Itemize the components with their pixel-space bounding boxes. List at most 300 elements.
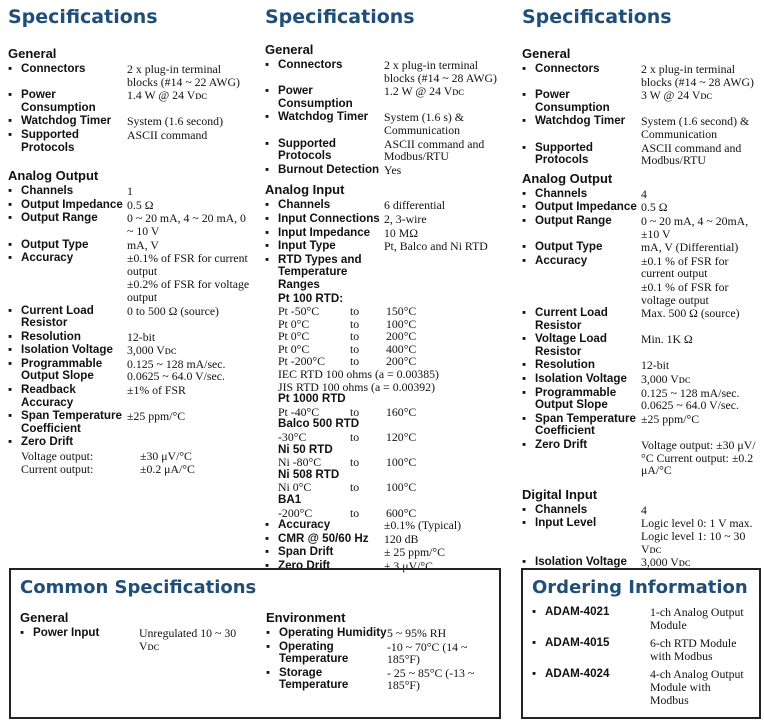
spec-label: Supported Protocols (278, 136, 336, 163)
bullet: ▪ (8, 304, 13, 317)
bullet: ▪ (522, 517, 527, 530)
spec-row-span-temperature-coefficient (522, 413, 762, 438)
spec-value: 5 ~ 95% RH (387, 626, 447, 640)
spec-value: System (1.6 second) (127, 114, 223, 129)
spec-label: Output Type (21, 237, 89, 251)
analog-output-heading: Analog Output (8, 168, 99, 184)
spec-value: ±25 ppm/°C (641, 411, 700, 426)
spec-value: - 25 ~ 85°C (-13 ~ 185°F) (387, 665, 475, 693)
spec-row-current-load-resistor (8, 305, 250, 330)
rtd-range-from: Pt -200°C (278, 354, 325, 369)
bullet: ▪ (8, 115, 13, 128)
spec-label: Output Impedance (535, 200, 637, 214)
spec-row-resolution (522, 359, 762, 372)
spec-label: Programmable Output Slope (21, 356, 103, 383)
rtd-range-from: Pt 0°C (278, 329, 310, 344)
spec-value: 0.125 ~ 128 mA/sec. 0.0625 ~ 64.0 V/sec. (641, 385, 740, 413)
bullet: ▪ (8, 357, 13, 370)
bullet: ▪ (20, 627, 25, 639)
spec-value: 12-bit (641, 358, 670, 373)
spec-label: Supported Protocols (21, 127, 79, 154)
spec-value: ±0.1 % of FSR for voltage output (641, 279, 729, 307)
spec-row-zero-drift (522, 439, 762, 477)
spec-label: Channels (535, 186, 588, 200)
rtd-type-heading: Ni 50 RTD (278, 442, 333, 456)
spec-value: ASCII command and Modbus/RTU (641, 140, 742, 168)
common-general (20, 610, 250, 653)
spec-label: Span Temperature Coefficient (535, 411, 636, 438)
bullet: ▪ (265, 163, 270, 176)
bullet: ▪ (8, 212, 13, 225)
rtd-range-until: 120°C (386, 430, 417, 445)
bullet: ▪ (522, 201, 527, 214)
spec-value: System (1.6 second) & Communication (641, 114, 750, 141)
spec-row-resolution (8, 331, 250, 344)
spec-label: Channels (535, 502, 588, 516)
spec-row-isolation-voltage (522, 556, 762, 569)
bullet: ▪ (8, 384, 13, 397)
spec-value: 4-ch Analog Output Module with Modbus (650, 667, 744, 707)
spec-row-output-impedance (8, 199, 250, 212)
ordering-information-title: Ordering Information (532, 577, 748, 598)
common-specifications-box (9, 568, 501, 719)
spec-row-span-drift (265, 546, 510, 559)
rtd-range-row (265, 330, 510, 343)
bullet: ▪ (8, 198, 13, 211)
bullet: ▪ (8, 63, 13, 75)
spec-label: Channels (278, 198, 331, 212)
bullet: ▪ (8, 330, 13, 343)
bullet: ▪ (522, 89, 527, 102)
spec-label: Output Range (21, 211, 98, 225)
spec-label: Connectors (535, 62, 600, 75)
spec-label: ADAM-4021 (545, 605, 610, 618)
environment-heading: Environment (266, 610, 346, 625)
column-title: Specifications (8, 6, 158, 28)
bullet: ▪ (522, 386, 527, 399)
rtd-range-to: to (350, 430, 360, 445)
spec-value: 0.5 Ω (641, 200, 668, 215)
spec-value: ±0.2% of FSR for voltage output (127, 277, 250, 304)
rtd-range-from: Pt -40°C (278, 404, 320, 419)
spec-label: Connectors (278, 58, 343, 71)
spec-value: 0 to 500 Ω (source) (127, 303, 219, 318)
spec-label: Isolation Voltage (21, 343, 113, 357)
bullet: ▪ (265, 111, 270, 124)
spec-row-supported-protocols (8, 129, 250, 154)
spec-row-zero-drift (8, 436, 250, 449)
spec-row-continued (522, 281, 762, 306)
spec-value: mA, V (Differential) (641, 240, 739, 255)
spec-label: Current Load Resistor (21, 303, 94, 330)
bullet: ▪ (266, 627, 271, 639)
spec-row-supported-protocols (522, 142, 762, 167)
bullet: ▪ (265, 226, 270, 239)
bullet: ▪ (8, 252, 13, 265)
rtd-standard-note: IEC RTD 100 ohms (a = 0.00385) (278, 367, 439, 382)
bullet: ▪ (265, 137, 270, 150)
spec-value: 3,000 Vᴅᴄ (641, 372, 691, 387)
spec-row-input-type (265, 240, 510, 253)
bullet: ▪ (265, 532, 270, 545)
rtd-range-until: 200°C (386, 354, 417, 369)
rtd-range-to: to (350, 480, 360, 495)
spec-row-power-consumption (8, 89, 250, 114)
spec-label (535, 281, 641, 306)
spec-value: 1.2 W @ 24 Vᴅᴄ (384, 84, 465, 99)
bullet: ▪ (522, 115, 527, 128)
spec-value: 2 x plug-in terminal blocks (#14 ~ 28 AWG) (384, 58, 497, 85)
spec-value (384, 254, 510, 292)
spec-row-operating-humidity (266, 627, 496, 640)
rtd-range-to: to (350, 455, 360, 470)
spec-row-adam-4024 (532, 668, 752, 706)
zero-drift-label: Current output: (21, 461, 94, 476)
spec-value: 3,000 Vᴅᴄ (641, 555, 691, 570)
bullet (522, 281, 535, 306)
spec-row-burnout-detection (265, 164, 510, 177)
spec-label: Power Consumption (278, 84, 353, 110)
bullet: ▪ (8, 410, 13, 423)
spec-row-channels (8, 185, 250, 198)
rtd-range-from: Ni -80°C (278, 455, 322, 470)
general-heading: General (20, 610, 69, 625)
bullet: ▪ (522, 439, 527, 452)
spec-row-accuracy (265, 519, 510, 532)
rtd-range-to: to (350, 329, 360, 344)
bullet: ▪ (8, 128, 13, 141)
spec-value: 0 ~ 20 mA, 4 ~ 20mA, ±10 V (641, 213, 749, 241)
analog-output-heading: Analog Output (522, 170, 613, 186)
spec-row-adam-4015 (532, 637, 752, 662)
bullet: ▪ (522, 214, 527, 227)
bullet: ▪ (265, 240, 270, 253)
spec-label: Span Temperature Coefficient (21, 409, 122, 435)
rtd-range-until: 100°C (386, 316, 417, 331)
spec-value: Voltage output: ±30 μV/°C Current output: ±0.2 μA/°C (641, 438, 756, 478)
bullet: ▪ (522, 141, 527, 154)
spec-label: Resolution (21, 329, 81, 343)
spec-row-power-input (20, 627, 250, 652)
spec-row-accuracy (8, 252, 250, 277)
column-title: Specifications (265, 6, 415, 28)
spec-label: Operating Temperature (279, 639, 349, 666)
general-heading: General (522, 46, 571, 61)
rtd-range-from: Ni 0°C (278, 480, 312, 495)
rtd-standard-note: JIS RTD 100 ohms (a = 0.00392) (278, 379, 436, 394)
bullet: ▪ (265, 559, 270, 572)
spec-value: ± 25 ppm/°C (384, 545, 446, 560)
zero-drift-value: ±0.2 μA/°C (140, 461, 195, 476)
spec-label: Zero Drift (535, 438, 588, 452)
spec-label: Channels (21, 184, 74, 198)
rtd-type-heading: BA1 (278, 493, 302, 506)
spec-row-rtd-types-and-temperature-ranges (265, 254, 510, 292)
spec-value: 2 x plug-in terminal blocks (#14 ~ 22 AWG) (127, 62, 240, 89)
spec-label (21, 278, 127, 303)
spec-row-output-type (8, 239, 250, 252)
bullet: ▪ (266, 640, 271, 653)
spec-value: 4 (641, 502, 647, 517)
bullet: ▪ (8, 185, 13, 198)
spec-label: ADAM-4015 (545, 636, 610, 650)
spec-row-continued (8, 278, 250, 303)
rtd-range-until: 160°C (386, 404, 417, 419)
spec-row-storage-temperature (266, 667, 496, 692)
spec-value: ASCII command (127, 127, 208, 142)
rtd-range-until: 150°C (386, 304, 417, 319)
spec-label: Isolation Voltage (535, 555, 627, 569)
rtd-range-to: to (350, 354, 360, 369)
spec-row-connectors (265, 59, 510, 84)
column-title: Specifications (522, 6, 672, 28)
rtd-type-heading: Pt 1000 RTD (278, 392, 346, 406)
bullet: ▪ (265, 85, 270, 98)
spec-value: 10 MΩ (384, 225, 419, 240)
bullet: ▪ (522, 187, 527, 200)
spec-value: 120 dB (384, 531, 419, 546)
spec-value: 0 ~ 20 mA, 4 ~ 20 mA, 0 ~ 10 V (127, 211, 246, 238)
spec-row-output-impedance (522, 201, 762, 214)
spec-row-connectors (522, 63, 762, 88)
spec-label: Power Consumption (21, 88, 96, 114)
spec-label: Connectors (21, 62, 86, 75)
spec-row-channels (522, 504, 762, 517)
spec-value: 2 x plug-in terminal blocks (#14 ~ 28 AWG) (641, 62, 754, 89)
spec-row-channels (522, 188, 762, 201)
spec-label: Watchdog Timer (278, 110, 369, 124)
bullet: ▪ (522, 307, 527, 320)
spec-label: Current Load Resistor (535, 306, 608, 332)
bullet: ▪ (522, 503, 527, 516)
spec-column-4021 (8, 6, 250, 475)
rtd-range-from: -30°C (278, 430, 307, 445)
spec-label: Isolation Voltage (535, 372, 627, 386)
bullet: ▪ (265, 199, 270, 212)
spec-value: 1-ch Analog Output Module (650, 605, 744, 632)
rtd-range-to: to (350, 341, 360, 356)
bullet: ▪ (522, 556, 527, 569)
spec-row-watchdog-timer (265, 111, 510, 136)
bullet: ▪ (266, 666, 271, 679)
common-specifications-title: Common Specifications (20, 577, 257, 598)
spec-label: Watchdog Timer (21, 114, 112, 128)
rtd-range-to: to (350, 505, 360, 520)
spec-label: Input Connections (278, 211, 380, 225)
spec-label: RTD Types and Temperature Ranges (278, 252, 362, 291)
bullet: ▪ (8, 89, 13, 102)
spec-value: 6 differential (384, 198, 446, 213)
spec-value: 1 (127, 184, 133, 199)
spec-label: Span Drift (278, 545, 334, 559)
spec-label: Readback Accuracy (21, 383, 76, 409)
spec-label: Output Range (535, 213, 612, 227)
spec-row-channels (265, 199, 510, 212)
spec-label: Power Consumption (535, 88, 610, 114)
spec-value: ±25 ppm/°C (127, 409, 186, 424)
zero-drift-label: Voltage output: (21, 449, 94, 464)
spec-value: System (1.6 s) & Communication (384, 110, 464, 137)
spec-row-operating-temperature (266, 641, 496, 666)
spec-label: Output Type (535, 240, 603, 254)
spec-row-voltage-load-resistor (522, 333, 762, 358)
spec-row-supported-protocols (265, 138, 510, 163)
spec-label: CMR @ 50/60 Hz (278, 531, 369, 545)
spec-label: Output Impedance (21, 197, 123, 211)
spec-value: ±0.1% (Typical) (384, 518, 462, 533)
spec-value: 2, 3-wire (384, 211, 427, 226)
spec-value: Max. 500 Ω (source) (641, 306, 740, 321)
bullet: ▪ (265, 59, 270, 71)
bullet: ▪ (522, 254, 527, 267)
spec-label: Resolution (535, 358, 595, 372)
rtd-range-until: 100°C (386, 480, 417, 495)
spec-value: Logic level 0: 1 V max. Logic level 1: 10 ~ 30 Vᴅᴄ (641, 516, 753, 556)
zero-drift-value: ±30 μV/°C (140, 449, 192, 464)
spec-row-connectors (8, 63, 250, 88)
rtd-type-heading: Pt 100 RTD: (278, 291, 344, 305)
spec-label: Watchdog Timer (535, 114, 626, 128)
spec-row-watchdog-timer (522, 115, 762, 140)
bullet: ▪ (265, 212, 270, 225)
spec-row-isolation-voltage (522, 373, 762, 386)
bullet: ▪ (522, 373, 527, 386)
spec-row-programmable-output-slope (8, 358, 250, 383)
zero-drift-row (8, 463, 250, 476)
spec-row-accuracy (522, 255, 762, 280)
spec-value: 0.5 Ω (127, 197, 154, 212)
bullet (8, 278, 21, 303)
spec-value: mA, V (127, 237, 159, 252)
bullet: ▪ (532, 637, 537, 650)
spec-label: Input Level (535, 516, 597, 530)
bullet: ▪ (265, 519, 270, 532)
spec-row-power-consumption (522, 89, 762, 114)
spec-row-cmr-50-60-hz (265, 533, 510, 546)
spec-value: ASCII command and Modbus/RTU (384, 136, 485, 164)
rtd-range-row (265, 456, 510, 469)
rtd-range-until: 100°C (386, 455, 417, 470)
spec-label: Supported Protocols (535, 140, 593, 167)
ordering-information-box (521, 568, 761, 719)
spec-value: 1.4 W @ 24 Vᴅᴄ (127, 88, 208, 103)
spec-row-input-impedance (265, 227, 510, 240)
common-environment (266, 610, 496, 693)
spec-row-output-range (522, 215, 762, 240)
spec-label: Accuracy (535, 253, 588, 267)
rtd-range-from: Pt 0°C (278, 316, 310, 331)
spec-label: Accuracy (21, 251, 74, 265)
spec-value: ± 3 μV/°C (384, 558, 433, 573)
bullet: ▪ (8, 238, 13, 251)
spec-label: Accuracy (278, 518, 331, 532)
spec-value: 6-ch RTD Module with Modbus (650, 636, 737, 663)
rtd-range-to: to (350, 316, 360, 331)
spec-label: Storage Temperature (279, 665, 349, 692)
spec-value: 3,000 Vᴅᴄ (127, 343, 177, 358)
spec-row-power-consumption (265, 85, 510, 110)
spec-label: Input Impedance (278, 225, 371, 239)
spec-label: Programmable Output Slope (535, 385, 617, 412)
spec-label: ADAM-4024 (545, 667, 610, 681)
spec-value: -10 ~ 70°C (14 ~ 185°F) (387, 639, 468, 667)
spec-value: 12-bit (127, 329, 156, 344)
spec-label: Power Input (33, 626, 100, 639)
spec-row-output-range (8, 212, 250, 237)
spec-value: 3 W @ 24 Vᴅᴄ (641, 88, 713, 103)
bullet: ▪ (522, 359, 527, 372)
bullet: ▪ (522, 333, 527, 346)
spec-label: Voltage Load Resistor (535, 332, 607, 358)
rtd-range-from: Pt -50°C (278, 304, 320, 319)
bullet: ▪ (522, 241, 527, 254)
spec-label: Operating Humidity (279, 626, 387, 639)
rtd-range-until: 600°C (386, 505, 417, 520)
spec-row-readback-accuracy (8, 384, 250, 409)
digital-input-heading: Digital Input (522, 486, 598, 502)
bullet: ▪ (265, 253, 270, 266)
rtd-range-to: to (350, 304, 360, 319)
rtd-range-row (265, 431, 510, 444)
rtd-range-row (265, 481, 510, 494)
rtd-range-from: Pt 0°C (278, 341, 310, 356)
spec-value: 4 (641, 186, 647, 201)
spec-row-programmable-output-slope (522, 387, 762, 412)
rtd-range-until: 200°C (386, 329, 417, 344)
spec-row-current-load-resistor (522, 307, 762, 332)
spec-column-4024 (522, 6, 762, 570)
bullet: ▪ (522, 412, 527, 425)
rtd-type-heading: Balco 500 RTD (278, 417, 360, 431)
rtd-type-heading: Ni 508 RTD (278, 467, 340, 481)
spec-value: Min. 1K Ω (641, 332, 693, 347)
spec-row-adam-4021 (532, 606, 752, 631)
spec-value: ±0.1 % of FSR for current output (641, 253, 729, 281)
spec-row-input-level (522, 517, 762, 555)
spec-row-span-temperature-coefficient (8, 410, 250, 435)
rtd-range-from: -200°C (278, 505, 313, 520)
spec-value: ±1% of FSR (127, 383, 186, 398)
spec-value: Pt, Balco and Ni RTD (384, 239, 488, 254)
spec-row-input-connections (265, 213, 510, 226)
general-heading: General (8, 46, 57, 61)
spec-value: 0.125 ~ 128 mA/sec. 0.0625 ~ 64.0 V/sec. (127, 356, 226, 384)
bullet: ▪ (8, 436, 13, 449)
spec-row-watchdog-timer (8, 115, 250, 128)
rtd-range-to: to (350, 404, 360, 419)
spec-label: Input Type (278, 239, 336, 253)
spec-value: Yes (384, 162, 402, 177)
spec-value: Unregulated 10 ~ 30 Vᴅᴄ (139, 626, 237, 653)
bullet: ▪ (532, 668, 537, 681)
bullet: ▪ (522, 63, 527, 75)
spec-label: Zero Drift (21, 435, 74, 449)
spec-label: Burnout Detection (278, 162, 380, 176)
rtd-range-row (265, 305, 510, 318)
rtd-range-until: 400°C (386, 341, 417, 356)
bullet: ▪ (8, 344, 13, 357)
zero-drift-row (8, 450, 250, 463)
bullet: ▪ (532, 606, 537, 618)
spec-value: ±0.1% of FSR for current output (127, 251, 248, 278)
spec-row-isolation-voltage (8, 344, 250, 357)
spec-row-output-type (522, 241, 762, 254)
analog-input-heading: Analog Input (265, 182, 345, 198)
spec-value (127, 436, 250, 449)
spec-column-4015 (265, 6, 510, 574)
spec-label: Zero Drift (278, 558, 331, 572)
general-heading: General (265, 42, 314, 57)
